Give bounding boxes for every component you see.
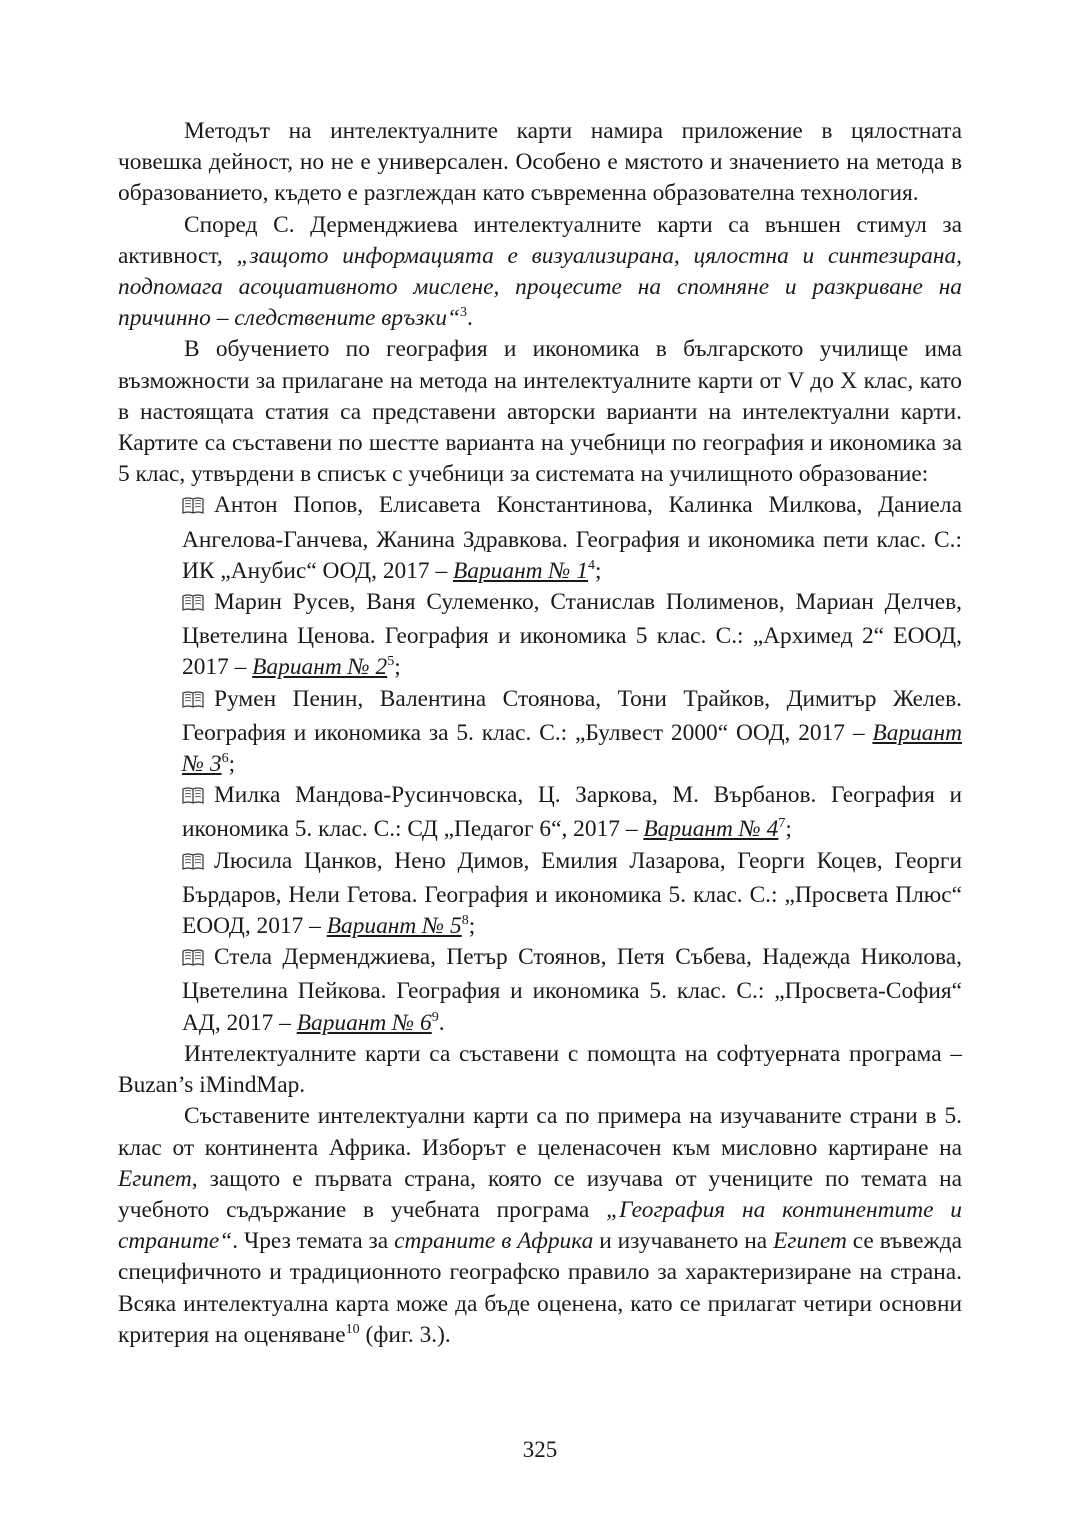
bibliography-end: . <box>438 1009 445 1036</box>
variant-link[interactable]: Вариант № 3 <box>182 719 962 778</box>
bibliography-item <box>182 490 962 587</box>
bibliography-text: Антон Попов, Елисавета Константинова, Калинка Милкова, Даниела Ангелова-Ганчева, Жанина Здравкова. География и икономика пети клас. С.: ИК „Анубис“ ООД, 2017 – <box>182 492 962 584</box>
footnote-ref[interactable]: 8 <box>461 913 469 929</box>
footnote-ref[interactable]: 4 <box>588 558 596 574</box>
paragraph-dermendzhieva <box>118 210 962 335</box>
paragraph-dermendzhieva-text: Според С. Дерменджиева интелектуалните карти са външен стимул за активност, <box>118 211 962 269</box>
footnote-ref[interactable]: 6 <box>221 751 229 767</box>
bibliography-text: Милка Мандова-Русинчовска, Ц. Заркова, М. Върбанов. География и икономика 5. клас. С.: СД „Педагог 6“, 2017 – <box>182 782 962 843</box>
paragraph-egypt <box>118 1101 962 1351</box>
bibliography-end: ; <box>468 913 476 940</box>
term-program-title: „География на континентите и страните“ <box>118 1196 962 1255</box>
variant-link[interactable]: Вариант № 4 <box>643 816 779 843</box>
quotation: „защото информацията е визуализирана, цялостна и синтезирана, подпомага асоциативното мислене, процесите на спомняне и разкриване на причинно – следствените връзки“ <box>118 242 962 332</box>
footnote-ref-10[interactable]: 10 <box>345 1321 360 1337</box>
footnote-ref[interactable]: 5 <box>387 654 395 670</box>
open-book-icon <box>182 590 204 621</box>
paragraph-egypt-text-a: Съставените интелектуални карти са по примера на изучаваните страни в 5. клас от континента Африка. Изборът е целенасочен към мисловно картиране на <box>118 1103 962 1161</box>
footnote-ref[interactable]: 7 <box>778 816 786 832</box>
bibliography-item <box>182 846 962 943</box>
open-book-icon <box>182 493 204 524</box>
bibliography-item <box>182 780 962 845</box>
bibliography-item <box>182 942 962 1039</box>
bibliography-end: ; <box>595 557 602 584</box>
bibliography-end: ; <box>785 816 792 843</box>
bibliography-item <box>182 684 962 781</box>
open-book-icon <box>182 945 204 976</box>
bibliography-item <box>182 587 962 684</box>
open-book-icon <box>182 687 204 718</box>
term-egypt: Египет <box>118 1165 192 1192</box>
page-number: 325 <box>522 1437 558 1462</box>
term-egypt-2: Египет <box>773 1228 847 1255</box>
paragraph-software: Интелектуалните карти са съставени с помощта на софтуерната програма – Buzan’s iMindMap. <box>118 1040 962 1099</box>
variant-link[interactable]: Вариант № 6 <box>296 1009 432 1036</box>
bibliography-text: Марин Русев, Ваня Сулеменко, Станислав Полименов, Мариан Делчев, Цветелина Ценова. География и икономика 5 клас. С.: „Архимед 2“ ЕООД, 2017 – <box>182 589 962 681</box>
paragraph-egypt-text-j: (фиг. 3.). <box>359 1321 451 1348</box>
footnote-ref-3[interactable]: 3 <box>460 305 468 321</box>
variant-link[interactable]: Вариант № 2 <box>252 654 388 681</box>
bibliography-list <box>118 490 962 1038</box>
paragraph-intro: Методът на интелектуалните карти намира приложение в цялостната човешка дейност, но не е универсален. Особено е мястото и значението на метода в образованието, където е разглеждан като съвременна образователна технология. <box>118 118 962 207</box>
variant-link[interactable]: Вариант № 5 <box>326 913 462 940</box>
variant-link[interactable]: Вариант № 1 <box>453 557 589 584</box>
footnote-ref[interactable]: 9 <box>431 1009 439 1025</box>
paragraph-textbooks: В обучението по география и икономика в българското училище има възможности за прилагане на метода на интелектуалните карти от V до X клас, като в настоящата статия са представени авторски варианти на интелектуални карти. Картите са съставени по шестте варианта на учебници по география и икономика за 5 клас, утвърдени в списък с учебници за системата на училищното образование: <box>118 336 962 488</box>
bibliography-text: Румен Пенин, Валентина Стоянова, Тони Трайков, Димитър Желев. География и икономика за 5. клас. С.: „Булвест 2000“ ООД, 2017 – <box>182 685 962 746</box>
paragraph-dermendzhieva-end: . <box>467 305 473 332</box>
paragraph-egypt-text-i: се въвежда специфичното и традиционното географско правило за характеризиране на страна. Всяка интелектуална карта може да бъде оценена, като се прилагат четири основни критерия на оценяване <box>118 1228 962 1348</box>
term-countries-africa: страните в Африка <box>394 1228 594 1255</box>
paragraph-egypt-text-e: . Чрез темата за <box>232 1228 395 1255</box>
bibliography-text: Люсила Цанков, Нено Димов, Емилия Лазарова, Георги Коцев, Георги Бърдаров, Нели Гетова. География и икономика 5. клас. С.: „Просвета Плюс“ ЕООД, 2017 – <box>182 847 962 940</box>
bibliography-end: ; <box>394 654 401 681</box>
bibliography-end: ; <box>228 751 236 778</box>
bibliography-text: Стела Дерменджиева, Петър Стоянов, Петя Събева, Надежда Николова, Цветелина Пейкова. География и икономика 5. клас. С.: „Просвета-София“ АД, 2017 – <box>182 944 962 1036</box>
open-book-icon <box>182 783 204 814</box>
paragraph-egypt-text-c: , защото е първата страна, която се изучава от учениците по темата на учебното съдържание в учебната програма <box>118 1165 962 1223</box>
open-book-icon <box>182 849 204 880</box>
page-body <box>118 116 962 1351</box>
paragraph-egypt-text-g: и изучаването на <box>593 1228 774 1255</box>
